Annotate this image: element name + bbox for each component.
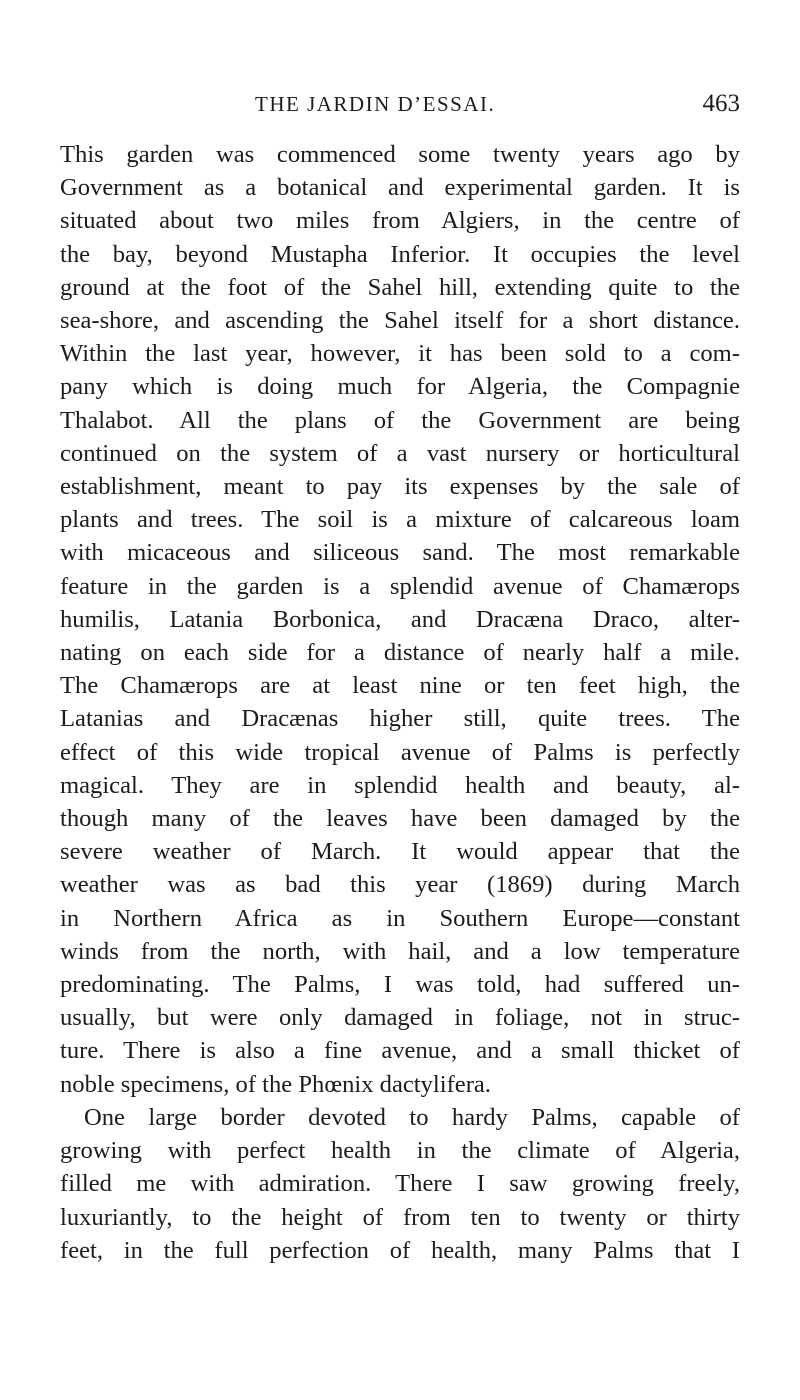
- text-line: Latanias and Dracænas higher still, quite trees. The: [60, 705, 740, 733]
- text-line: winds from the north, with hail, and a low temperature: [60, 937, 740, 965]
- text-line: feet, in the full perfection of health, many Palms that I: [60, 1236, 740, 1264]
- text-line: This garden was commenced some twenty years ago by: [60, 141, 740, 168]
- text-line: feature in the garden is a splendid avenue of Chamærops: [60, 572, 740, 600]
- text-line: One large border devoted to hardy Palms, capable of: [84, 1103, 740, 1131]
- text-line: luxuriantly, to the height of from ten to twenty or thirty: [60, 1203, 740, 1231]
- text-line: weather was as bad this year (1869) during March: [60, 871, 740, 899]
- text-line: continued on the system of a vast nursery or horticultural: [60, 439, 740, 467]
- text-line: with micaceous and siliceous sand. The most remarkable: [60, 539, 740, 567]
- text-line: situated about two miles from Algiers, in the centre of: [60, 207, 740, 235]
- text-line: effect of this wide tropical avenue of Palms is perfectly: [60, 738, 740, 766]
- text-line: ture. There is also a fine avenue, and a small thicket of: [60, 1037, 740, 1065]
- text-line: predominating. The Palms, I was told, had suffered un-: [60, 971, 740, 999]
- text-line: usually, but were only damaged in foliage, not in struc-: [60, 1004, 740, 1032]
- text-line: Government as a botanical and experimental garden. It is: [60, 174, 740, 202]
- text-line: sea-shore, and ascending the Sahel itself for a short distance.: [60, 307, 740, 335]
- body-text: [60, 138, 740, 1267]
- page-number: 463: [702, 90, 740, 117]
- text-line: Within the last year, however, it has been sold to a com-: [60, 340, 740, 368]
- text-line: pany which is doing much for Algeria, the Compagnie: [60, 373, 740, 401]
- text-line: noble specimens, of the Phœnix dactylifera.: [60, 1070, 491, 1098]
- text-line: the bay, beyond Mustapha Inferior. It occupies the level: [60, 240, 740, 268]
- text-line: in Northern Africa as in Southern Europe—constant: [60, 904, 740, 932]
- text-line: ground at the foot of the Sahel hill, extending quite to the: [60, 273, 740, 301]
- running-title: THE JARDIN D’ESSAI.: [255, 92, 496, 116]
- text-line: severe weather of March. It would appear that the: [60, 838, 740, 866]
- running-head: [60, 88, 740, 120]
- text-line: Thalabot. All the plans of the Government are being: [60, 406, 740, 434]
- text-line: establishment, meant to pay its expenses by the sale of: [60, 473, 740, 501]
- text-line: The Chamærops are at least nine or ten feet high, the: [60, 672, 740, 700]
- text-line: magical. They are in splendid health and beauty, al-: [60, 771, 740, 799]
- paragraph: [60, 1101, 740, 1267]
- text-line: nating on each side for a distance of nearly half a mile.: [60, 639, 740, 667]
- text-line: though many of the leaves have been damaged by the: [60, 805, 740, 833]
- paragraph: [60, 138, 740, 1101]
- text-line: growing with perfect health in the climate of Algeria,: [60, 1137, 740, 1165]
- text-line: plants and trees. The soil is a mixture of calcareous loam: [60, 506, 740, 534]
- text-line: filled me with admiration. There I saw growing freely,: [60, 1170, 740, 1198]
- text-line: humilis, Latania Borbonica, and Dracæna Draco, alter-: [60, 605, 740, 633]
